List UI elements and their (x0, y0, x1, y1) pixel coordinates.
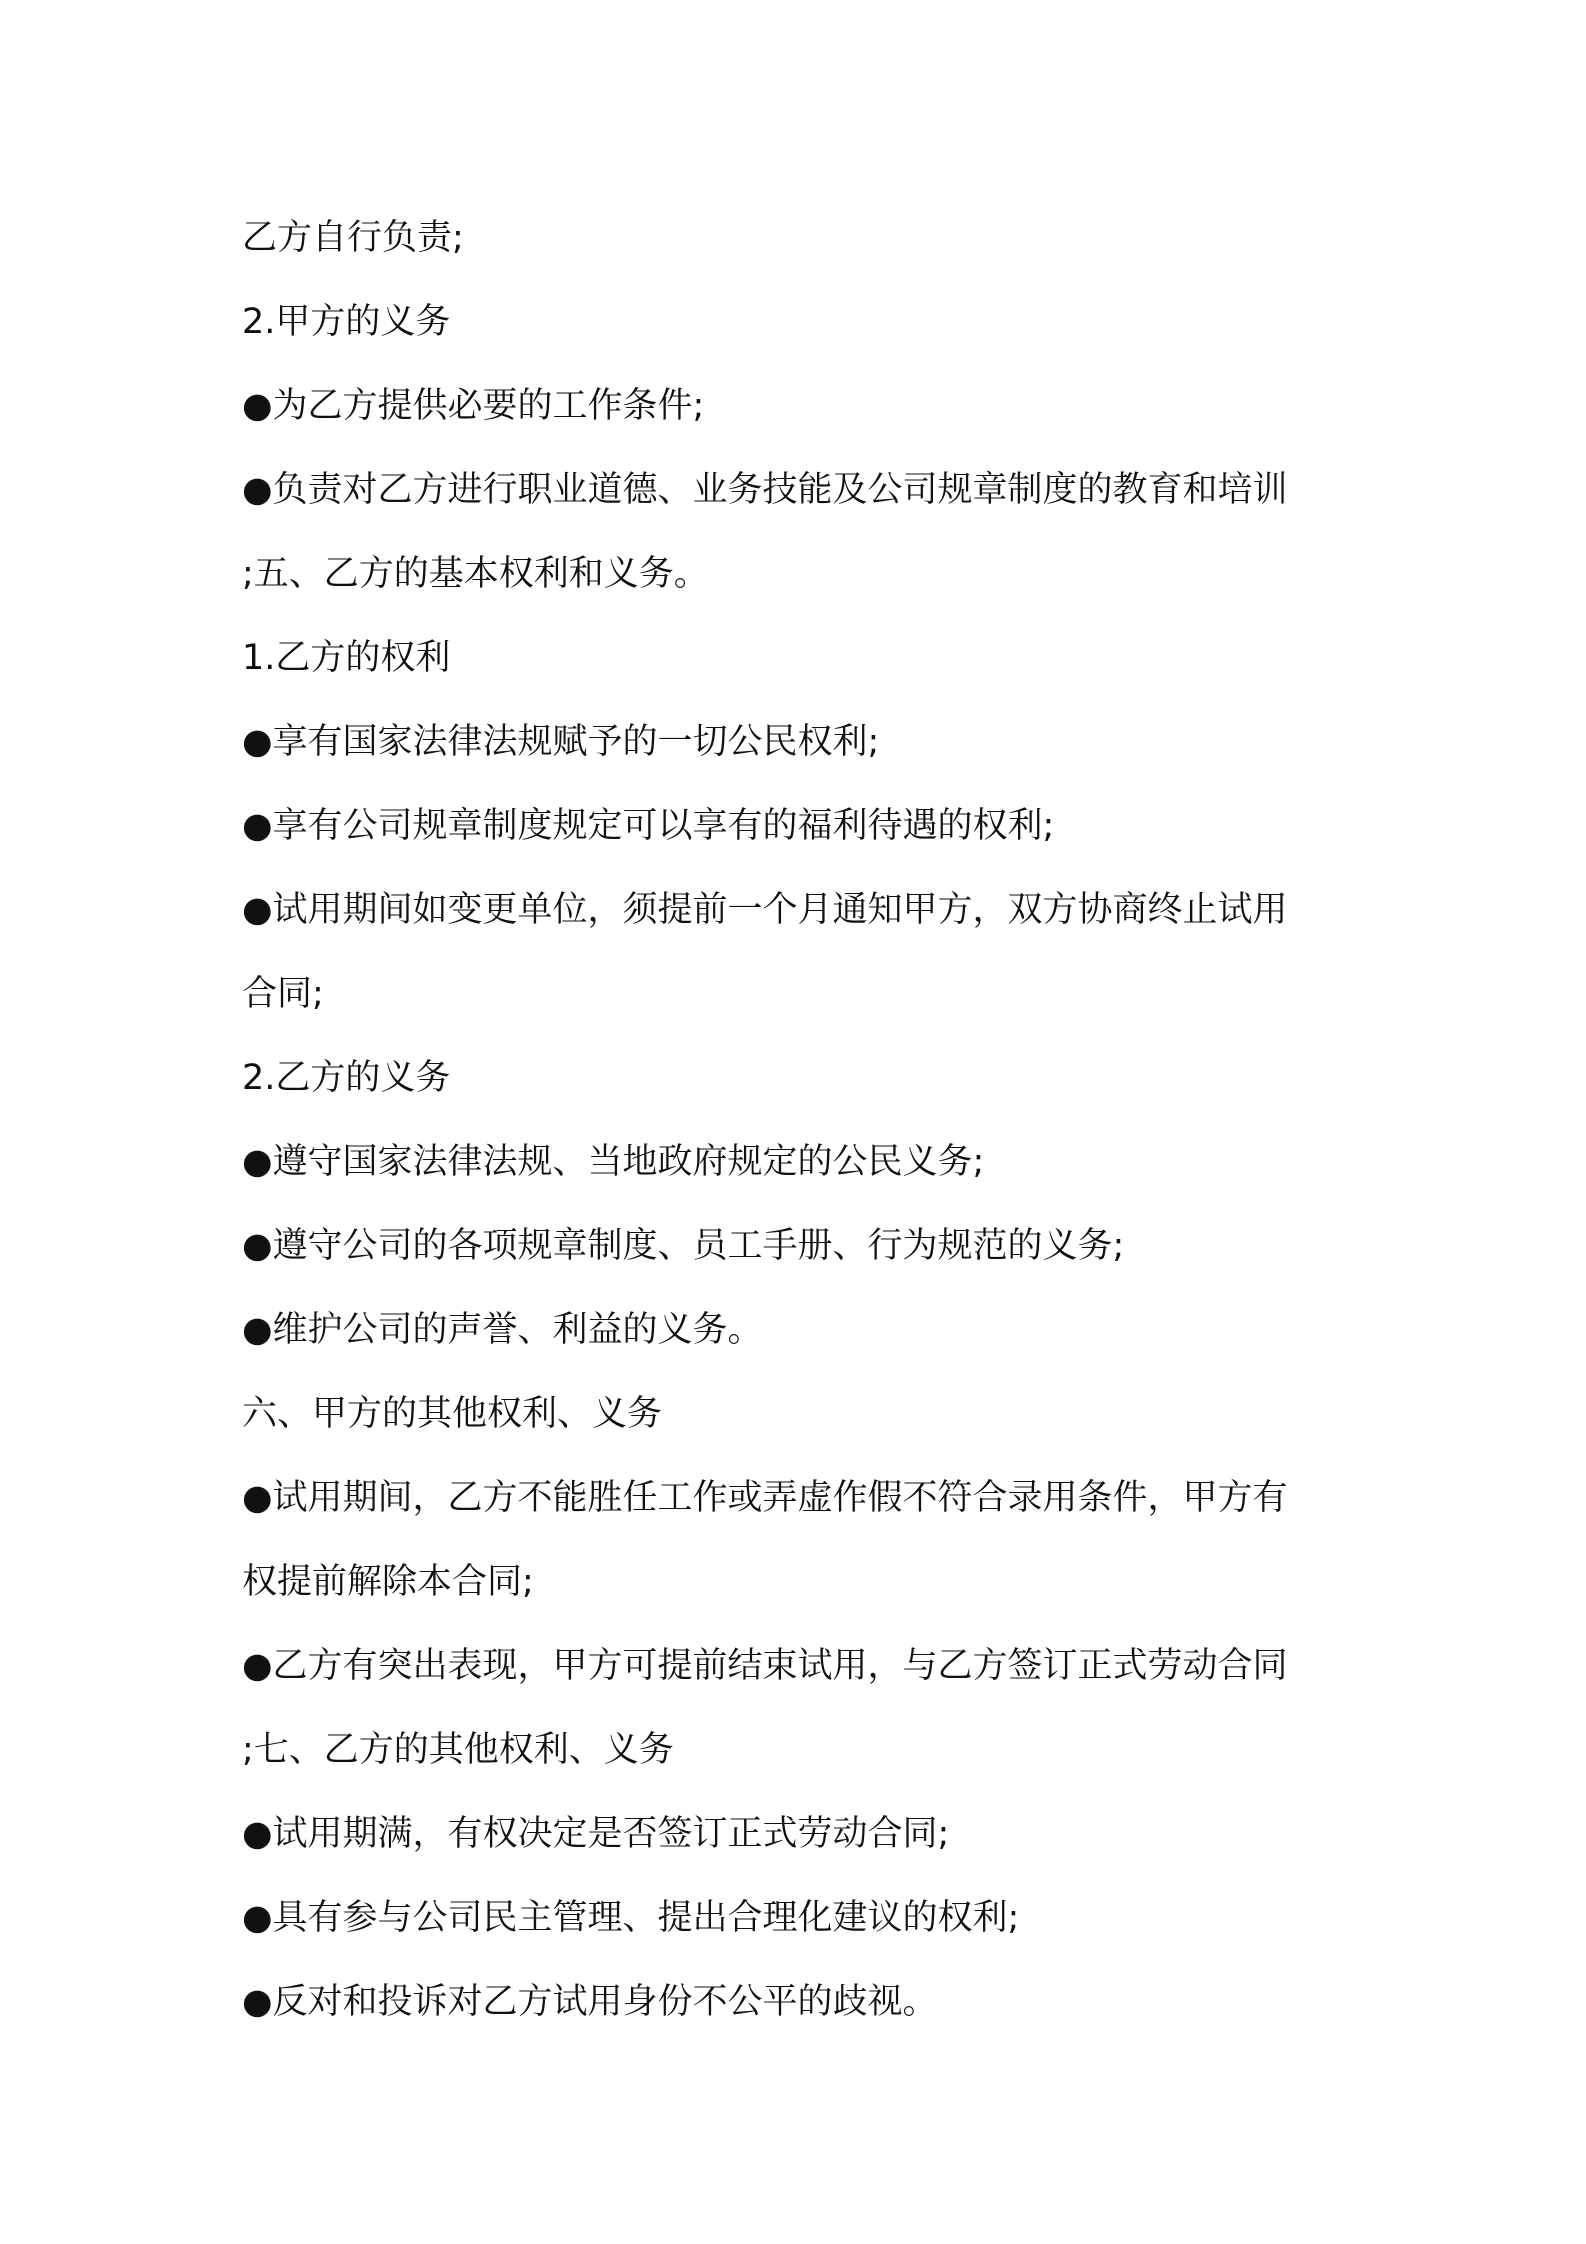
section-heading: 六、甲方的其他权利、义务 (242, 1394, 663, 1434)
section-heading: 1.乙方的权利 (242, 638, 451, 678)
bullet-item: ●试用期间如变更单位，须提前一个月通知甲方，双方协商终止试用 (242, 890, 1288, 930)
bullet-item: ●享有国家法律法规赋予的一切公民权利; (242, 722, 880, 762)
bullet-item: ●遵守公司的各项规章制度、员工手册、行为规范的义务; (242, 1226, 1125, 1266)
bullet-item: ●试用期间，乙方不能胜任工作或弄虚作假不符合录用条件，甲方有 (242, 1478, 1288, 1518)
bullet-item: ●具有参与公司民主管理、提出合理化建议的权利; (242, 1898, 1020, 1938)
section-heading: ;七、乙方的其他权利、义务 (242, 1730, 674, 1770)
bullet-item: ●反对和投诉对乙方试用身份不公平的歧视。 (242, 1982, 938, 2022)
bullet-item: ●维护公司的声誉、利益的义务。 (242, 1310, 763, 1350)
section-heading: 2.甲方的义务 (242, 302, 451, 342)
bullet-item: ●遵守国家法律法规、当地政府规定的公民义务; (242, 1142, 985, 1182)
bullet-item: ●享有公司规章制度规定可以享有的福利待遇的权利; (242, 806, 1055, 846)
document-body (242, 196, 1362, 2044)
section-heading: ;五、乙方的基本权利和义务。 (242, 554, 709, 594)
bullet-item: ●负责对乙方进行职业道德、业务技能及公司规章制度的教育和培训 (242, 470, 1288, 510)
text-line: 权提前解除本合同; (242, 1562, 534, 1602)
section-heading: 2.乙方的义务 (242, 1058, 451, 1098)
bullet-item: ●为乙方提供必要的工作条件; (242, 386, 705, 426)
text-line: 乙方自行负责; (242, 218, 464, 258)
bullet-item: ●乙方有突出表现，甲方可提前结束试用，与乙方签订正式劳动合同 (242, 1646, 1288, 1686)
text-line: 合同; (242, 974, 324, 1014)
bullet-item: ●试用期满，有权决定是否签订正式劳动合同; (242, 1814, 950, 1854)
